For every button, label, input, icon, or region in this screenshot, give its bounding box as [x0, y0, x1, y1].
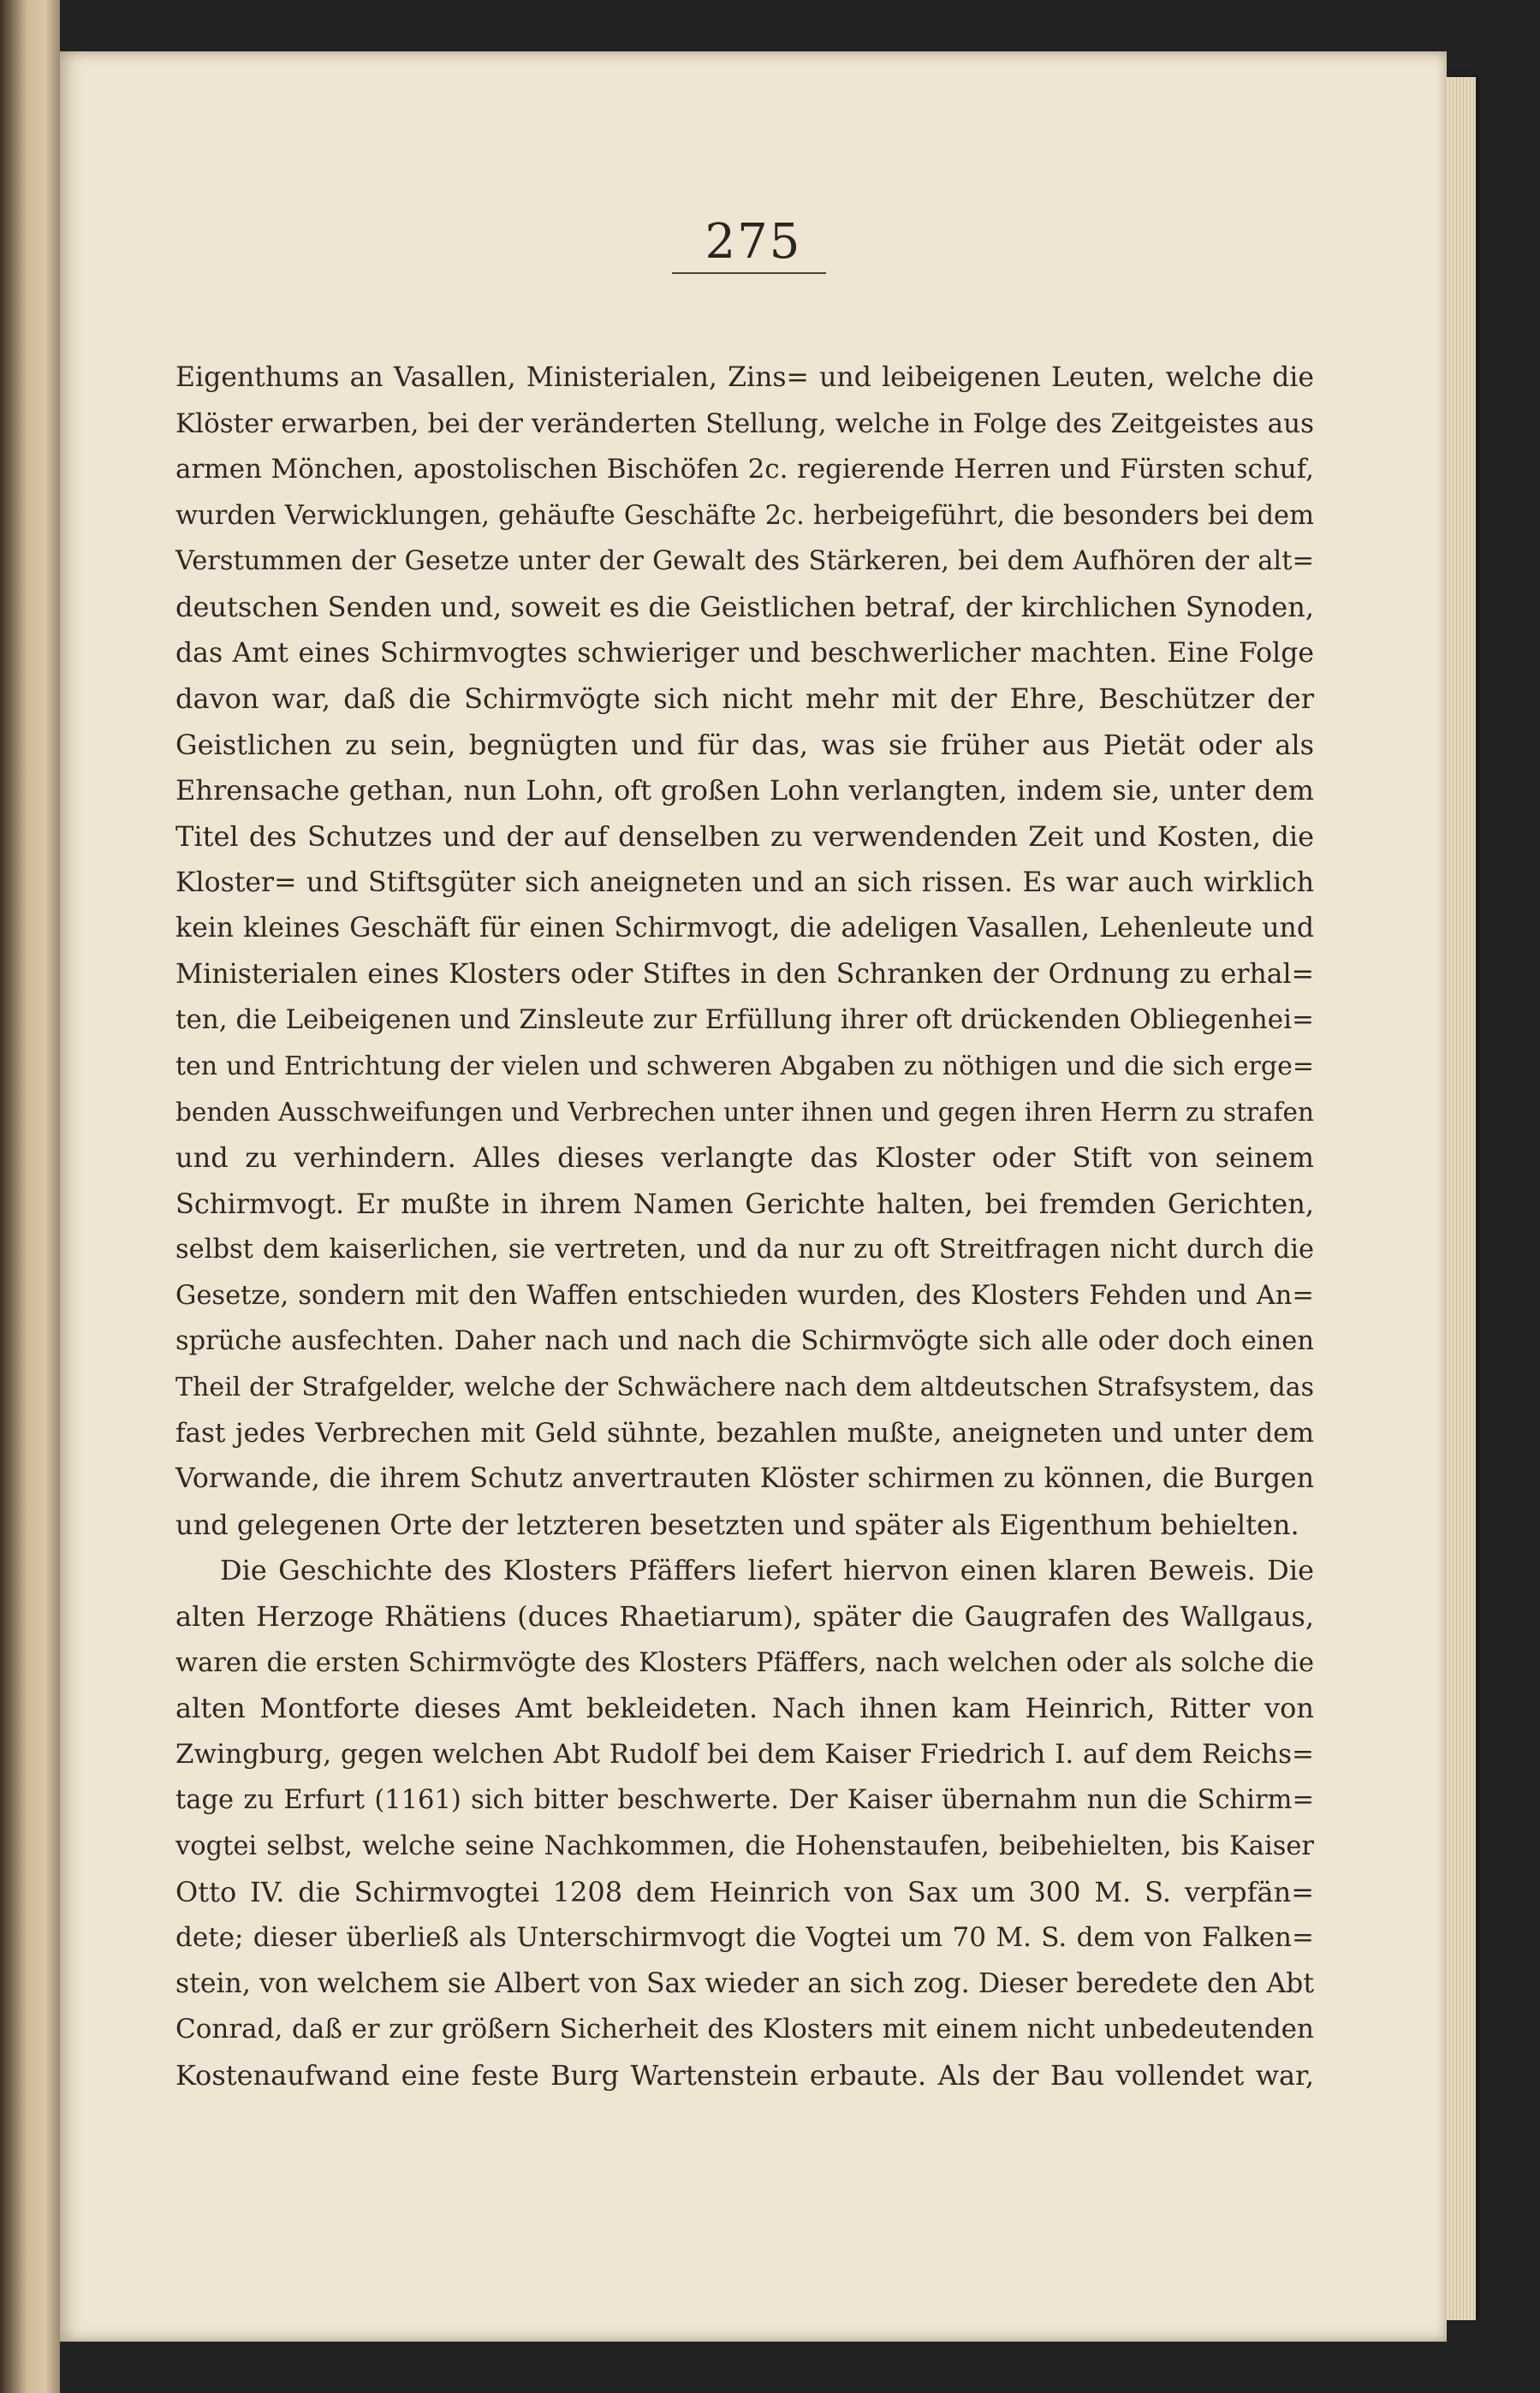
text-line: Eigenthums an Vasallen, Ministerialen, Zins= und leibeigenen Leuten, welche die: [175, 362, 1314, 393]
text-line: deutschen Senden und, soweit es die Geistlichen betraf, der kirchlichen Synoden,: [175, 590, 1314, 623]
text-line: alten Herzoge Rhätiens (duces Rhaetiarum), später die Gaugrafen des Wallgaus,: [175, 1600, 1314, 1634]
book-page: [60, 51, 1447, 2342]
text-line: sprüche ausfechten. Daher nach und nach die Schirmvögte sich alle oder doch einen: [175, 1326, 1314, 1357]
text-line: Geistlichen zu sein, begnügten und für das, was sie früher aus Pietät oder als: [175, 728, 1314, 761]
text-line: Kostenaufwand eine feste Burg Wartenstein erbaute. Als der Bau vollendet war,: [175, 2058, 1314, 2092]
header-rule: [672, 272, 826, 274]
text-line: dete; dieser überließ als Unterschirmvogt die Vogtei um 70 M. S. dem von Falken=: [175, 1922, 1314, 1954]
text-line: Schirmvogt. Er mußte in ihrem Namen Gerichte halten, bei fremden Gerichten,: [175, 1187, 1314, 1220]
text-line: tage zu Erfurt (1161) sich bitter beschwerte. Der Kaiser übernahm nun die Schirm=: [175, 1785, 1314, 1816]
text-line: vogtei selbst, welche seine Nachkommen, die Hohenstaufen, beibehielten, bis Kaiser: [175, 1831, 1314, 1861]
text-line: Theil der Strafgelder, welche der Schwächere nach dem altdeutschen Strafsystem, das: [175, 1372, 1314, 1403]
text-line: stein, von welchem sie Albert von Sax wieder an sich zog. Dieser beredete den Abt: [175, 1967, 1314, 1999]
previous-page-edge: [0, 0, 60, 2393]
text-line: Vorwande, die ihrem Schutz anvertrauten Klöster schirmen zu können, die Burgen: [175, 1463, 1314, 1495]
text-line: benden Ausschweifungen und Verbrechen unter ihnen und gegen ihren Herrn zu strafen: [175, 1097, 1314, 1127]
text-line: Klöster erwarben, bei der veränderten Stellung, welche in Folge des Zeitgeistes aus: [175, 408, 1314, 439]
text-line: Gesetze, sondern mit den Waffen entschieden wurden, des Klosters Fehden und An=: [175, 1280, 1314, 1311]
text-line: Kloster= und Stiftsgüter sich aneigneten und an sich rissen. Es war auch wirklich: [175, 866, 1314, 898]
text-line: kein kleines Geschäft für einen Schirmvogt, die adeligen Vasallen, Lehenleute und: [175, 913, 1314, 944]
text-line: das Amt eines Schirmvogtes schwieriger und beschwerlicher machten. Eine Folge: [175, 637, 1314, 669]
text-line: alten Montforte dieses Amt bekleideten. Nach ihnen kam Heinrich, Ritter von: [175, 1692, 1314, 1725]
text-line: wurden Verwicklungen, gehäufte Geschäfte 2c. herbeigeführt, die besonders bei dem: [175, 500, 1314, 531]
text-line: davon war, daß die Schirmvögte sich nicht mehr mit der Ehre, Beschützer der: [175, 682, 1314, 716]
text-line: Die Geschichte des Klosters Pfäffers liefert hiervon einen klaren Beweis. Die: [220, 1554, 1314, 1587]
text-line: waren die ersten Schirmvögte des Klosters Pfäffers, nach welchen oder als solche die: [175, 1647, 1314, 1678]
paragraph-2: [175, 1548, 1314, 2098]
text-line: und zu verhindern. Alles dieses verlangte das Kloster oder Stift von seinem: [175, 1141, 1314, 1175]
text-line: Ministerialen eines Klosters oder Stiftes in den Schranken der Ordnung zu erhal=: [175, 958, 1314, 990]
text-line: armen Mönchen, apostolischen Bischöfen 2c. regierende Herren und Fürsten schuf,: [175, 454, 1314, 485]
text-line: Ehrensache gethan, nun Lohn, oft großen Lohn verlangten, indem sie, unter dem: [175, 774, 1314, 807]
text-line: selbst dem kaiserlichen, sie vertreten, und da nur zu oft Streitfragen nicht durch die: [175, 1235, 1314, 1265]
page-number: 275: [705, 214, 802, 270]
text-line: und gelegenen Orte der letzteren besetzten und später als Eigenthum behielten.: [175, 1508, 1299, 1541]
page-stack-edge: [1447, 77, 1476, 2320]
text-line: ten, die Leibeigenen und Zinsleute zur Erfüllung ihrer oft drückenden Obliegenhei=: [175, 1004, 1314, 1036]
paragraph-1: [175, 355, 1314, 1548]
body-text: [175, 355, 1314, 2099]
text-line: Conrad, daß er zur größern Sicherheit des Klosters mit einem nicht unbedeutenden: [175, 2014, 1314, 2045]
text-line: fast jedes Verbrechen mit Geld sühnte, bezahlen mußte, aneigneten und unter dem: [175, 1417, 1314, 1449]
text-line: Otto IV. die Schirmvogtei 1208 dem Heinrich von Sax um 300 M. S. verpfän=: [175, 1875, 1314, 1908]
text-line: Verstummen der Gesetze unter der Gewalt des Stärkeren, bei dem Aufhören der alt=: [175, 546, 1314, 577]
text-line: Zwingburg, gegen welchen Abt Rudolf bei dem Kaiser Friedrich I. auf dem Reichs=: [175, 1738, 1314, 1770]
text-line: ten und Entrichtung der vielen und schweren Abgaben zu nöthigen und die sich erge=: [175, 1051, 1314, 1081]
text-line: Titel des Schutzes und der auf denselben zu verwendenden Zeit und Kosten, die: [175, 819, 1314, 853]
